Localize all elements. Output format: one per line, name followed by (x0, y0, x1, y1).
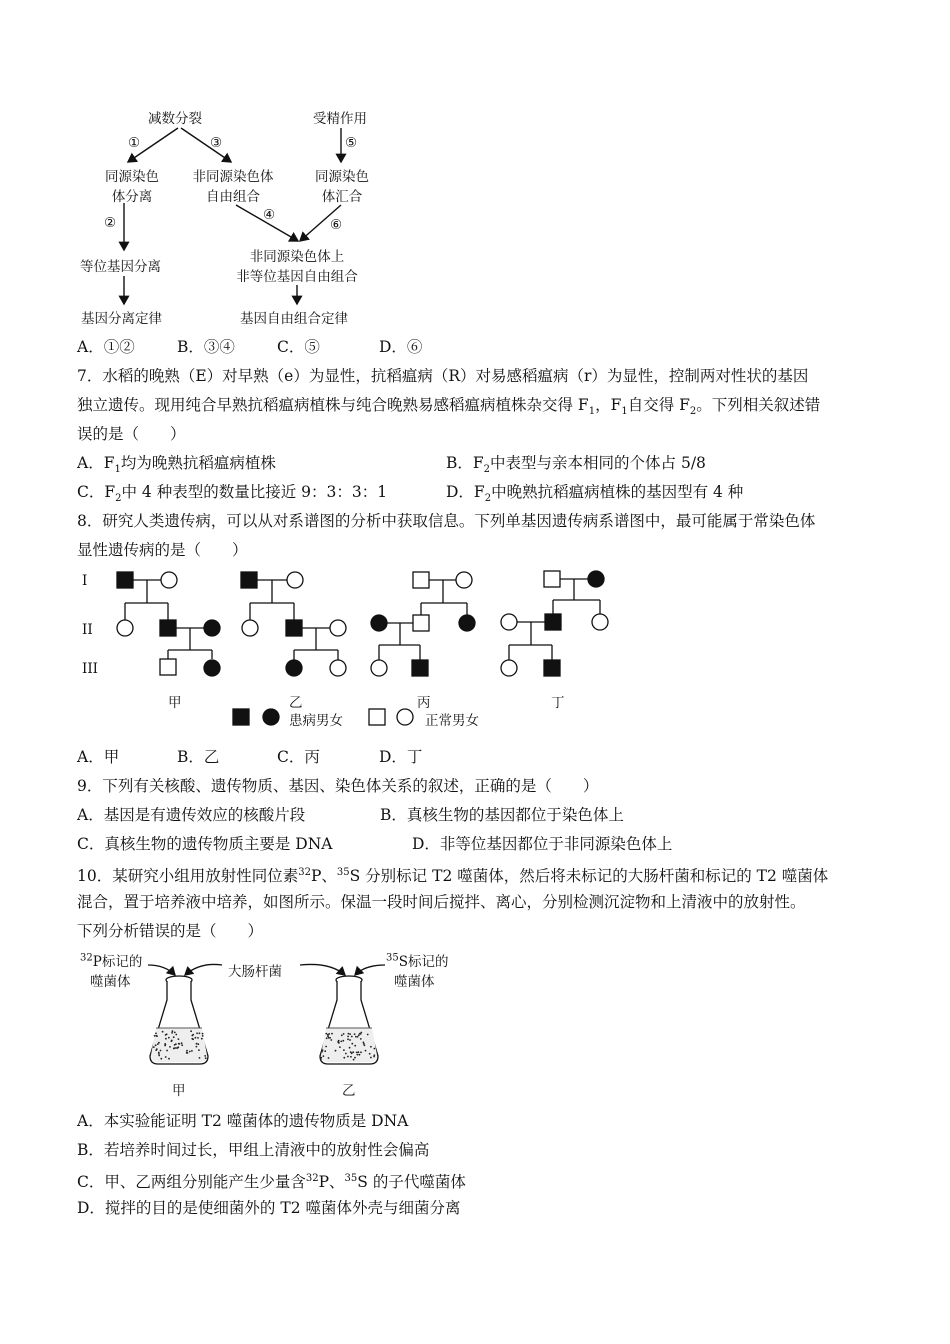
medium-dot (341, 1034, 343, 1036)
medium-dot (335, 1050, 337, 1052)
medium-dot (168, 1058, 170, 1060)
arrow-number-1: ① (128, 135, 141, 151)
medium-dot (204, 1055, 206, 1057)
medium-dot (370, 1046, 372, 1048)
medium-dot (202, 1033, 204, 1035)
medium-dot (158, 1053, 160, 1055)
fertilization-label: 受精作用 (313, 111, 367, 127)
arrow-number-4: ④ (263, 207, 276, 223)
medium-dot (343, 1033, 345, 1035)
medium-dot (329, 1037, 331, 1039)
medium-dot (357, 1054, 359, 1056)
legend-normal-label: 正常男女 (425, 713, 479, 729)
medium-dot (169, 1046, 171, 1048)
q6-option-d[interactable]: D．⑥ (379, 338, 423, 356)
medium-dot (350, 1056, 352, 1058)
medium-dot (359, 1054, 361, 1056)
medium-dot (331, 1033, 333, 1035)
medium-dot (339, 1046, 341, 1048)
medium-dot (178, 1038, 180, 1040)
medium-dot (153, 1046, 155, 1048)
q10-option-a[interactable]: A．本实验能证明 T2 噬菌体的遗传物质是 DNA (77, 1112, 409, 1130)
medium-dot (355, 1036, 357, 1038)
medium-dot (157, 1043, 159, 1045)
medium-dot (196, 1043, 198, 1045)
pedigree-label-yi: 乙 (289, 695, 303, 711)
medium-dot (343, 1049, 345, 1051)
q8-option-a[interactable]: A．甲 (77, 748, 120, 766)
arrow-number-3: ③ (210, 135, 223, 151)
medium-dot (197, 1037, 199, 1039)
q8-option-d[interactable]: D．丁 (379, 748, 423, 766)
medium-dot (373, 1054, 375, 1056)
medium-dot (160, 1050, 162, 1052)
q9-option-d[interactable]: D．非等位基因都位于非同源染色体上 (412, 835, 673, 853)
medium-dot (358, 1034, 360, 1036)
medium-dot (155, 1044, 157, 1046)
medium-dot (326, 1037, 328, 1039)
medium-dot (171, 1040, 173, 1042)
medium-dot (325, 1046, 327, 1048)
pedigree-label-ding: 丁 (551, 695, 565, 711)
medium-dot (156, 1048, 158, 1050)
medium-dot (347, 1036, 349, 1038)
medium-dot (353, 1059, 355, 1061)
q9-option-b[interactable]: B．真核生物的基因都位于染色体上 (380, 806, 624, 824)
q7-option-a[interactable]: A．$F_1$均为晚熟抗稻瘟病植株 (77, 454, 276, 476)
medium-dot (202, 1035, 204, 1037)
medium-dot (199, 1057, 201, 1059)
meiosis-label: 减数分裂 (148, 111, 202, 127)
medium-dot (178, 1043, 180, 1045)
medium-dot (205, 1057, 207, 1059)
q10-stem-line2: 混合，置于培养液中培养，如图所示。保温一段时间后搅拌、离心，分别检测沉淀物和上清液中的放射性。 (77, 893, 806, 911)
segregation-law-label: 基因分离定律 (81, 311, 162, 327)
medium-dot (175, 1034, 177, 1036)
medium-dot (363, 1043, 365, 1045)
s35-phage-label: $^{35}$S标记的 噬菌体 (386, 952, 449, 990)
medium-dot (352, 1051, 354, 1053)
medium-dot (323, 1055, 325, 1057)
medium-dot (360, 1038, 362, 1040)
medium-dot (196, 1032, 198, 1034)
nonhomologous-free-combination-label: 非同源染色体 自由组合 (192, 169, 274, 205)
medium-dot (165, 1034, 167, 1036)
medium-dot (162, 1031, 164, 1033)
q6-option-a[interactable]: A．①② (77, 338, 135, 356)
medium-dot (198, 1049, 200, 1051)
medium-dot (173, 1036, 175, 1038)
medium-dot (158, 1042, 160, 1044)
q10-option-d[interactable]: D．搅拌的目的是使细菌外的 T2 噬菌体外壳与细菌分离 (77, 1199, 461, 1217)
medium-dot (347, 1056, 349, 1058)
medium-dot (320, 1058, 322, 1060)
medium-dot (354, 1057, 356, 1059)
medium-dot (173, 1048, 175, 1050)
q7-stem-line2: 独立遗传。现用纯合早熟抗稻瘟病植株与纯合晚熟易感稻瘟病植株杂交得 $F_1$，$F_1$自交得 $F_2$。下列相关叙述错 (77, 396, 821, 418)
q10-option-b[interactable]: B．若培养时间过长，甲组上清液中的放射性会偏高 (77, 1141, 430, 1159)
medium-dot (164, 1044, 166, 1046)
medium-dot (177, 1047, 179, 1049)
medium-dot (325, 1033, 327, 1035)
medium-dot (351, 1052, 353, 1054)
medium-dot (168, 1037, 170, 1039)
q8-option-b[interactable]: B．乙 (177, 748, 220, 766)
q8-stem-line2: 显性遗传病的是（ ） (77, 541, 248, 559)
medium-dot (370, 1057, 372, 1059)
medium-dot (328, 1057, 330, 1059)
q10-stem-line3: 下列分析错误的是（ ） (77, 922, 264, 940)
homologous-separation-label: 同源染色 体分离 (105, 169, 159, 205)
medium-dot (367, 1034, 369, 1036)
medium-dot (166, 1050, 168, 1052)
medium-dot (186, 1050, 188, 1052)
q8-option-c[interactable]: C．丙 (277, 748, 320, 766)
pedigree-label-bing: 丙 (417, 695, 431, 711)
medium-dot (327, 1035, 329, 1037)
ecoli-label: 大肠杆菌 (228, 964, 282, 980)
flask-label-yi: 乙 (342, 1083, 356, 1099)
medium-dot (324, 1050, 326, 1052)
medium-dot (348, 1033, 350, 1035)
medium-dot (181, 1044, 183, 1046)
q9-stem: 9．下列有关核酸、遗传物质、基因、染色体关系的叙述，正确的是（ ） (77, 777, 599, 795)
arrow-s35-to-flask (355, 965, 385, 975)
generation-label-2: II (82, 622, 93, 638)
q6-option-c[interactable]: C．⑤ (277, 338, 320, 356)
arrow-number-2: ② (104, 215, 117, 231)
medium-dot (345, 1053, 347, 1055)
medium-dot (354, 1033, 356, 1035)
flask-yi (320, 976, 378, 1064)
legend-affected-label: 患病男女 (289, 713, 343, 729)
medium-dot (158, 1055, 160, 1057)
arrow-number-5: ⑤ (345, 135, 358, 151)
free-combination-law-label: 基因自由组合定律 (240, 311, 348, 327)
medium-dot (174, 1044, 176, 1046)
medium-dot (351, 1043, 353, 1045)
arrow-p32-to-flask (148, 965, 175, 975)
medium-dot (165, 1038, 167, 1040)
medium-dot (360, 1032, 362, 1034)
medium-dot (154, 1035, 156, 1037)
nonallelic-free-combination-label: 非同源染色体上 非等位基因自由组合 (236, 249, 358, 285)
medium-dot (181, 1042, 183, 1044)
medium-dot (374, 1048, 376, 1050)
q7-option-b[interactable]: B．$F_2$中表型与亲本相同的个体占 5/8 (446, 454, 706, 476)
q7-stem-line3: 误的是（ ） (77, 425, 186, 443)
medium-dot (192, 1034, 194, 1036)
q7-stem-line1: 7．水稻的晚熟（E）对早熟（e）为显性，抗稻瘟病（R）对易感稻瘟病（r）为显性，控制两对性状的基因 (77, 367, 809, 385)
generation-label-1: I (82, 573, 88, 589)
generation-label-3: III (82, 661, 98, 677)
medium-dot (191, 1050, 193, 1052)
medium-dot (189, 1051, 191, 1053)
medium-dot (201, 1038, 203, 1040)
medium-dot (156, 1035, 158, 1037)
medium-dot (369, 1053, 371, 1055)
medium-dot (190, 1030, 192, 1032)
arrow-ecoli-to-flask-a (185, 964, 222, 975)
flask-label-jia: 甲 (172, 1083, 186, 1099)
medium-dot (174, 1032, 176, 1034)
q8-stem-line1: 8．研究人类遗传病，可以从对系谱图的分析中获取信息。下列单基因遗传病系谱图中，最可能属于常染色体 (77, 512, 816, 530)
medium-dot (322, 1049, 324, 1051)
medium-dot (172, 1030, 174, 1032)
q9-option-a[interactable]: A．基因是有遗传效应的核酸片段 (77, 806, 306, 824)
medium-dot (155, 1033, 157, 1035)
q10-stem-line1: 10．某研究小组用放射性同位素$^{32}$P、$^{35}$S 分别标记 T2 噬菌体，然后将未标记的大肠杆菌和标记的 T2 噬菌体 (77, 867, 829, 886)
medium-dot (349, 1047, 351, 1049)
medium-dot (340, 1041, 342, 1043)
medium-dot (349, 1039, 351, 1041)
medium-dot (360, 1051, 362, 1053)
medium-dot (354, 1045, 356, 1047)
q6-option-b[interactable]: B．③④ (177, 338, 235, 356)
pedigree-label-jia: 甲 (168, 695, 182, 711)
medium-dot (197, 1043, 199, 1045)
q7-option-c[interactable]: C．$F_2$中 4 种表型的数量比接近 9：3：3：1 (77, 483, 388, 505)
q10-option-c[interactable]: C．甲、乙两组分别能产生少量含$^{32}$P、$^{35}$S 的子代噬菌体 (77, 1173, 466, 1192)
allele-separation-label: 等位基因分离 (80, 259, 161, 275)
medium-dot (357, 1036, 359, 1038)
arrow-number-6: ⑥ (330, 217, 343, 233)
medium-dot (196, 1046, 198, 1048)
medium-dot (351, 1036, 353, 1038)
medium-dot (358, 1051, 360, 1053)
homologous-union-label: 同源染色 体汇合 (315, 169, 369, 205)
medium-dot (342, 1040, 344, 1042)
medium-dot (330, 1039, 332, 1041)
q7-option-d[interactable]: D．$F_2$中晚熟抗稻瘟病植株的基因型有 4 种 (446, 483, 744, 505)
medium-dot (337, 1041, 339, 1043)
p32-phage-label: $^{32}$P标记的 噬菌体 (80, 952, 143, 990)
medium-dot (349, 1033, 351, 1035)
arrow-ecoli-to-flask-b (300, 964, 345, 975)
medium-dot (320, 1057, 322, 1059)
q9-option-c[interactable]: C．真核生物的遗传物质主要是 DNA (77, 835, 333, 853)
medium-dot (195, 1037, 197, 1039)
medium-dot (171, 1032, 173, 1034)
medium-dot (365, 1050, 367, 1052)
medium-dot (186, 1052, 188, 1054)
medium-dot (321, 1051, 323, 1053)
medium-dot (191, 1038, 193, 1040)
medium-dot (199, 1032, 201, 1034)
medium-dot (343, 1057, 345, 1059)
flask-jia (150, 976, 208, 1064)
medium-dot (356, 1052, 358, 1054)
medium-dot (165, 1056, 167, 1058)
medium-dot (347, 1038, 349, 1040)
medium-dot (160, 1058, 162, 1060)
medium-dot (359, 1033, 361, 1035)
